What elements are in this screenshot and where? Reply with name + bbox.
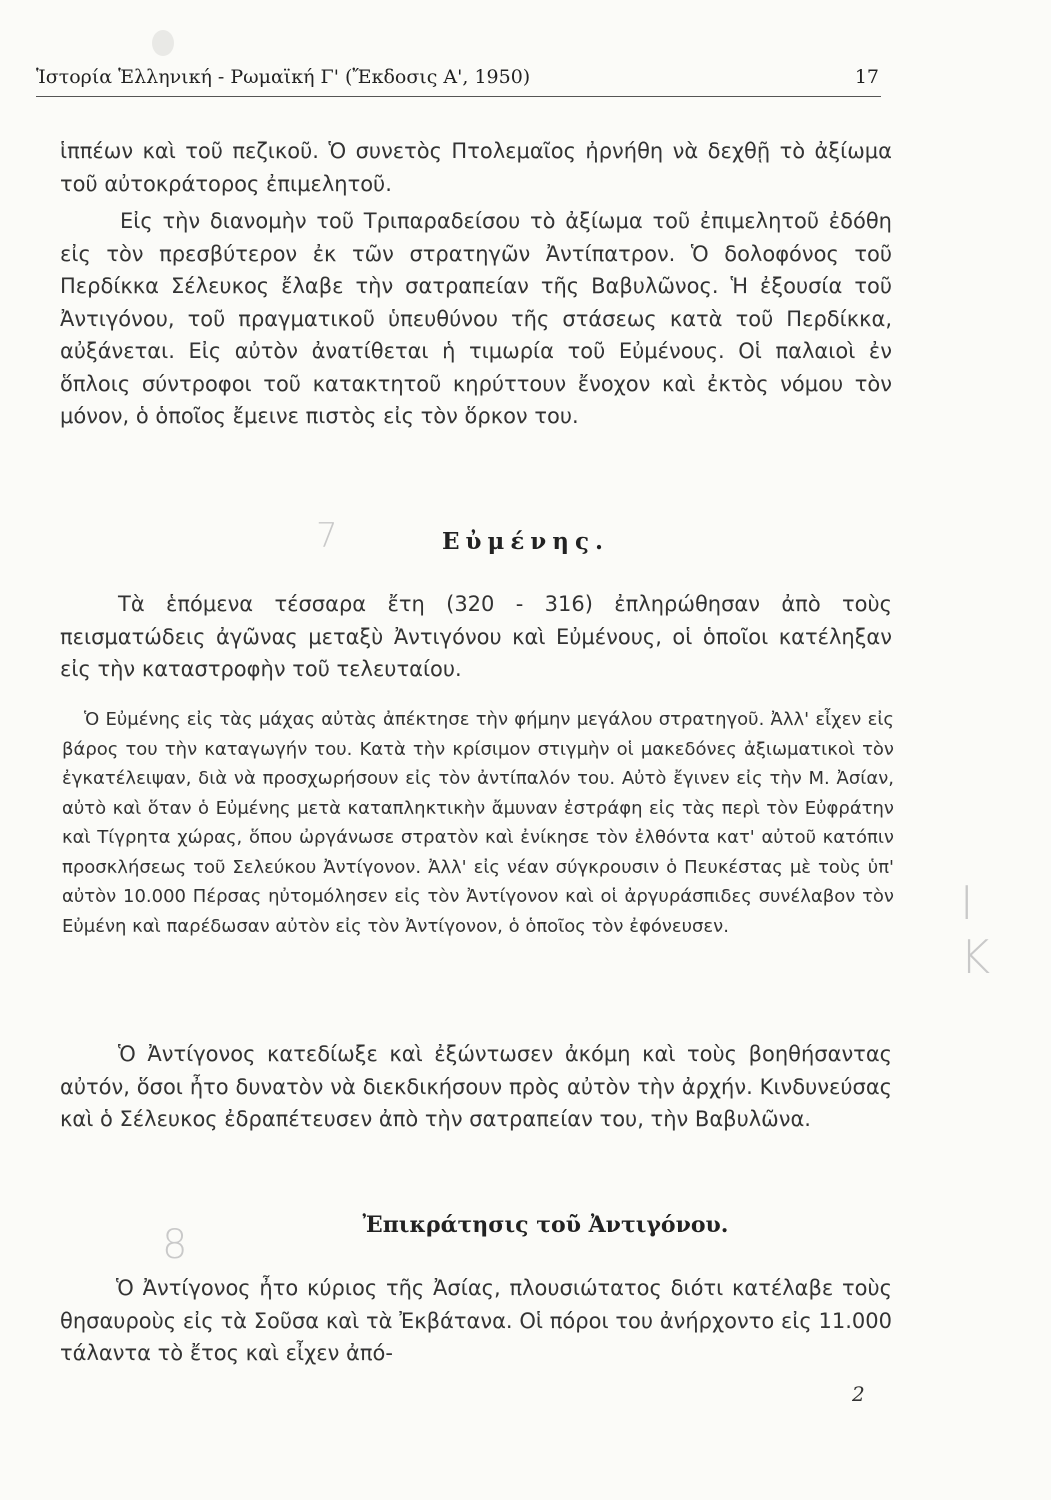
page-header <box>36 62 881 97</box>
punch-hole <box>152 30 174 56</box>
running-head: Ἱστορία Ἑλληνική - Ρωμαϊκή Γ' (Ἔκδοσις Α', 1950) <box>36 66 531 88</box>
handwritten-mark-8: 8 <box>162 1222 188 1268</box>
section-heading-epikratisis: Ἐπικράτησις τοῦ Ἀντιγόνου. <box>362 1212 729 1238</box>
paragraph-1: ἱππέων καὶ τοῦ πεζικοῦ. Ὁ συνετὸς Πτολεμαῖος ἠρνήθη νὰ δεχθῇ τὸ ἀξίωμα τοῦ αὐτοκράτορος ἐπιμελητοῦ. <box>60 139 892 196</box>
paragraph-6: Ὁ Ἀντίγονος ἦτο κύριος τῆς Ἀσίας, πλουσιώτατος διότι κατέλαβε τοὺς θησαυροὺς εἰς τὰ Σοῦσα καὶ τὰ Ἐκβάτανα. Οἱ πόροι του ἀνήρχοντο εἰς 11.000 τάλαντα τὸ ἔτος καὶ εἶχεν ἀπό- <box>60 1276 892 1365</box>
handwritten-mark-7: 7 <box>316 516 338 556</box>
handwritten-mark-ik: I K <box>960 876 1003 984</box>
paragraph-2: Εἰς τὴν διανομὴν τοῦ Τριπαραδείσου τὸ ἀξίωμα τοῦ ἐπιμελητοῦ ἐδόθη εἰς τὸν πρεσβύτερον ἐκ τῶν στρατηγῶν Ἀντίπατρον. Ὁ δολοφόνος τοῦ Περδίκκα Σέλευκος ἔλαβε τὴν σατραπείαν τῆς Βαβυλῶνος. Ἡ ἐξουσία τοῦ Ἀντιγόνου, τοῦ πραγματικοῦ ὑπευθύνου τῆς στάσεως κατὰ τοῦ Περδίκκα, αὐξάνεται. Εἰς αὐτὸν ἀνατίθεται ἡ τιμωρία τοῦ Εὐμένους. Οἱ παλαιοὶ ἐν ὅπλοις σύντροφοι τοῦ κατακτητοῦ κηρύττουν ἔνοχον καὶ ἐκτὸς νόμου τὸν μόνον, ὁ ὁποῖος ἔμεινε πιστὸς εἰς τὸν ὅρκον του. <box>60 209 892 428</box>
signature-number: 2 <box>852 1382 865 1406</box>
paragraph-5: Ὁ Ἀντίγονος κατεδίωξε καὶ ἐξώντωσεν ἀκόμη καὶ τοὺς βοηθήσαντας αὐτόν, ὅσοι ἦτο δυνατὸν νὰ διεκδικήσουν πρὸς αὐτὸν τὴν ἀρχήν. Κινδυνεύσας καὶ ὁ Σέλευκος ἐδραπέτευσεν ἀπὸ τὴν σατραπείαν του, τὴν Βαβυλῶνα. <box>60 1042 892 1131</box>
section-heading-eumenes: Εὐμένης. <box>442 528 609 555</box>
paragraph-4-small: Ὁ Εὐμένης εἰς τὰς μάχας αὐτὰς ἀπέκτησε τὴν φήμην μεγάλου στρατηγοῦ. Ἀλλ' εἶχεν εἰς βάρος του τὴν καταγωγήν του. Κατὰ τὴν κρίσιμον στιγμὴν οἱ μακεδόνες ἀξιωματικοὶ τὸν ἐγκατέλειψαν, διὰ νὰ προσχωρήσουν εἰς τὸν ἀντίπαλόν του. Αὐτὸ ἔγινεν εἰς τὴν Μ. Ἀσίαν, αὐτὸ καὶ ὅταν ὁ Εὐμένης μετὰ καταπληκτικὴν ἄμυναν ἐστράφη εἰς τὰς περὶ τὸν Εὐφράτην καὶ Τίγρητα χώρας, ὅπου ὠργάνωσε στρατὸν καὶ ἐνίκησε τὸν ἐλθόντα κατ' αὐτοῦ κατόπιν προσκλήσεως τοῦ Σελεύκου Ἀντίγονον. Ἀλλ' εἰς νέαν σύγκρουσιν ὁ Πευκέστας μὲ τοὺς ὑπ' αὐτὸν 10.000 Πέρσας ηὐτομόλησεν εἰς τὸν Ἀντίγονον καὶ οἱ ἀργυράσπιδες συνέλαβον τὸν Εὐμένη καὶ παρέδωσαν αὐτὸν εἰς τὸν Ἀντίγονον, ὁ ὁποῖος τὸν ἐφόνευσεν. <box>62 709 894 937</box>
page-number: 17 <box>854 66 879 88</box>
paragraph-3: Τὰ ἑπόμενα τέσσαρα ἔτη (320 - 316) ἐπληρώθησαν ἀπὸ τοὺς πεισματώδεις ἀγῶνας μεταξὺ Ἀντιγόνου καὶ Εὐμένους, οἱ ὁποῖοι κατέληξαν εἰς τὴν καταστροφὴν τοῦ τελευταίου. <box>60 592 892 681</box>
